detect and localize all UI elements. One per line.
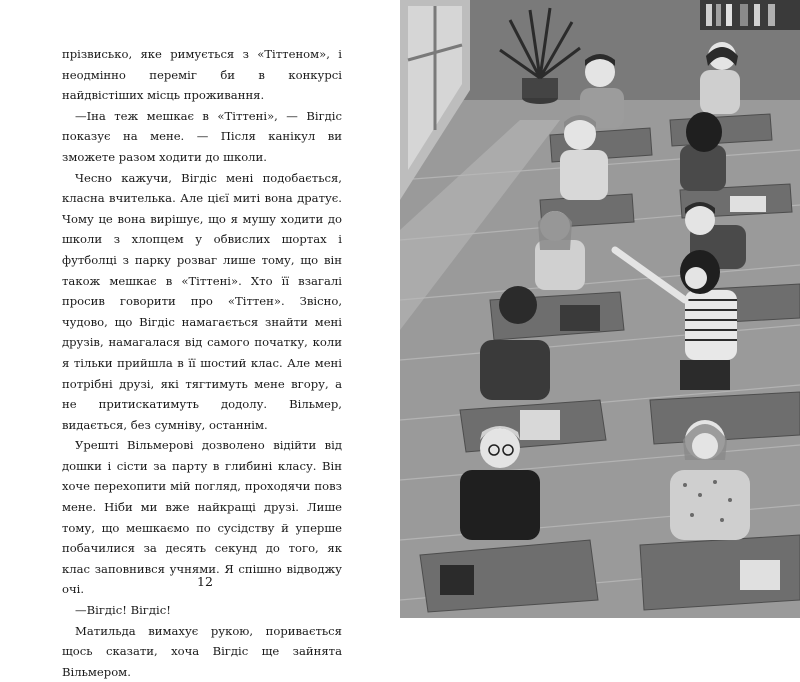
illustration-svg <box>400 0 800 618</box>
classroom-illustration <box>400 0 800 618</box>
page-number: 12 <box>197 574 213 589</box>
paragraph: —Іна теж мешкає в «Тіттені», — Вігдіс показує на мене. — Після канікул ви зможете разом ходити до школи. <box>62 108 342 164</box>
paragraph: —Вігдіс! Вігдіс! <box>75 603 171 618</box>
paragraph: Урешті Вільмерові дозволено відійти від дошки і сісти за парту в глибині класу. Він хоче перехопити мій погляд, проходячи повз мене. Ніби ми вже найкращі друзі. Лише тому, що мешкаємо по сусідству й уперше побачилися за десять секунд до того, як клас заповнився учнями. Я спішно відводжу очі. <box>62 438 342 597</box>
paragraph: прізвисько, яке римується з «Тіттеном», і неодмінно переміг би в конкурсі найдвістіших місць проживання. <box>62 47 342 103</box>
paragraph: Чесно кажучи, Вігдіс мені подобається, класна вчителька. Але цієї миті вона дратує. Чому це вона вирішує, що я мушу ходити до школи з хлопцем у обвислих шортах і футболці з парку розваг лише тому, що він також мешкає в «Тіттені». Хто її взагалі просив говорити про «Тіттен». Звісно, чудово, що Вігдіс намагається знайти мені друзів, намагалася від самого початку, коли я тільки прийшла в її шостий клас. Але мені потрібні друзі, які тягтимуть мене вгору, а не притискатимуть додолу. Вільмер, видається, без сумніву, останнім. <box>62 170 342 432</box>
paragraph: Матильда вимахує рукою, поривається щось сказати, хоча Вігдіс ще зайнята Вільмером. <box>62 623 342 679</box>
bookshelf <box>700 0 800 30</box>
left-page <box>0 0 395 679</box>
